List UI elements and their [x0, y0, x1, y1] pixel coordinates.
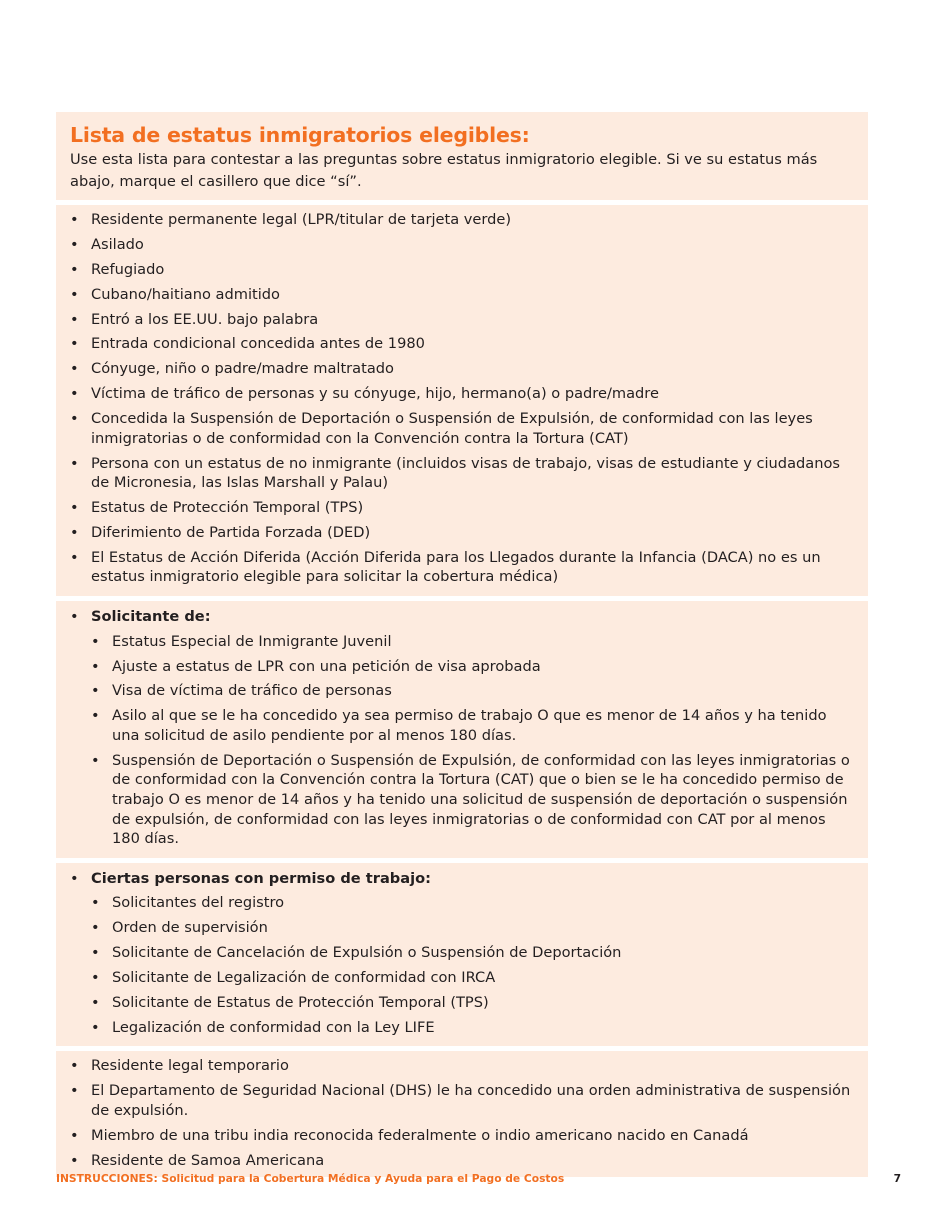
work-permit-group-title: Ciertas personas con permiso de trabajo:: [91, 869, 431, 887]
list-item: • Entrada condicional concedida antes de 1980: [70, 334, 854, 354]
page-number: 7: [893, 1172, 901, 1185]
list-item: • El Departamento de Seguridad Nacional (DHS) le ha concedido una orden administrativa de suspensión de expulsión.: [70, 1081, 854, 1120]
applicant-box: [56, 601, 868, 858]
list-item: • Entró a los EE.UU. bajo palabra: [70, 310, 854, 330]
list-item: • Orden de supervisión: [91, 918, 854, 938]
final-status-box: [56, 1051, 868, 1177]
list-item: • Diferimiento de Partida Forzada (DED): [70, 523, 854, 543]
applicant-group-title: Solicitante de:: [91, 608, 211, 626]
list-item: • Estatus de Protección Temporal (TPS): [70, 498, 854, 518]
page-footer: [56, 1172, 901, 1186]
list-item: • Residente permanente legal (LPR/titular de tarjeta verde): [70, 210, 854, 230]
list-item: • Miembro de una tribu india reconocida federalmente o indio americano nacido en Canadá: [70, 1126, 854, 1146]
document-page: [56, 112, 868, 1182]
main-status-list: [70, 210, 854, 587]
applicant-sublist: [91, 632, 854, 849]
list-item: • El Estatus de Acción Diferida (Acción Diferida para los Llegados durante la Infancia (DACA) no es un estatus inmigratorio elegible para solicitar la cobertura médica): [70, 548, 854, 587]
list-item: • Persona con un estatus de no inmigrante (incluidos visas de trabajo, visas de estudiante y ciudadanos de Micronesia, las Islas Marshall y Palau): [70, 454, 854, 493]
list-item: • Visa de víctima de tráfico de personas: [91, 681, 854, 701]
final-status-list: [70, 1056, 854, 1170]
work-permit-box: [56, 863, 868, 1047]
intro-text: Use esta lista para contestar a las preguntas sobre estatus inmigratorio elegible. Si ve su estatus más abajo, marque el casillero que dice “sí”.: [70, 151, 818, 190]
list-item: • Ajuste a estatus de LPR con una petición de visa aprobada: [91, 657, 854, 677]
list-item: • Cónyuge, niño o padre/madre maltratado: [70, 359, 854, 379]
list-item: • Estatus Especial de Inmigrante Juvenil: [91, 632, 854, 652]
list-item: • Asilado: [70, 235, 854, 255]
list-item: • Residente de Samoa Americana: [70, 1151, 854, 1171]
list-item: • Solicitante de Estatus de Protección Temporal (TPS): [91, 993, 854, 1013]
list-item: • Solicitante de Cancelación de Expulsión o Suspensión de Deportación: [91, 943, 854, 963]
list-item: • Asilo al que se le ha concedido ya sea permiso de trabajo O que es menor de 14 años y ha tenido una solicitud de asilo pendiente por al menos 180 días.: [91, 706, 854, 745]
list-item: • Suspensión de Deportación o Suspensión de Expulsión, de conformidad con las leyes inmigratorias o de conformidad con la Convención contra la Tortura (CAT) que o bien se le ha concedido permiso de trabajo O es menor de 14 años y ha tenido una solicitud de suspensión de deportación o suspensión de expulsión, de conformidad con las leyes inmigratorias o de conformidad con CAT por al menos 180 días.: [91, 751, 854, 849]
work-permit-sublist: [91, 893, 854, 1037]
list-item: • Refugiado: [70, 260, 854, 280]
list-item: • Víctima de tráfico de personas y su cónyuge, hijo, hermano(a) o padre/madre: [70, 384, 854, 404]
list-item: • Solicitantes del registro: [91, 893, 854, 913]
list-item: • Residente legal temporario: [70, 1056, 854, 1076]
work-permit-group: [70, 869, 854, 1038]
page-title: Lista de estatus inmigratorios elegibles:: [70, 123, 530, 147]
footer-title: INSTRUCCIONES: Solicitud para la Cobertura Médica y Ayuda para el Pago de Costos: [56, 1172, 565, 1185]
list-item: • Solicitante de Legalización de conformidad con IRCA: [91, 968, 854, 988]
main-status-box: [56, 205, 868, 596]
list-item: • Legalización de conformidad con la Ley LIFE: [91, 1018, 854, 1038]
list-item: • Concedida la Suspensión de Deportación o Suspensión de Expulsión, de conformidad con las leyes inmigratorias o de conformidad con la Convención contra la Tortura (CAT): [70, 409, 854, 448]
applicant-group: [70, 607, 854, 849]
header-box: [56, 112, 868, 200]
list-item: • Cubano/haitiano admitido: [70, 285, 854, 305]
